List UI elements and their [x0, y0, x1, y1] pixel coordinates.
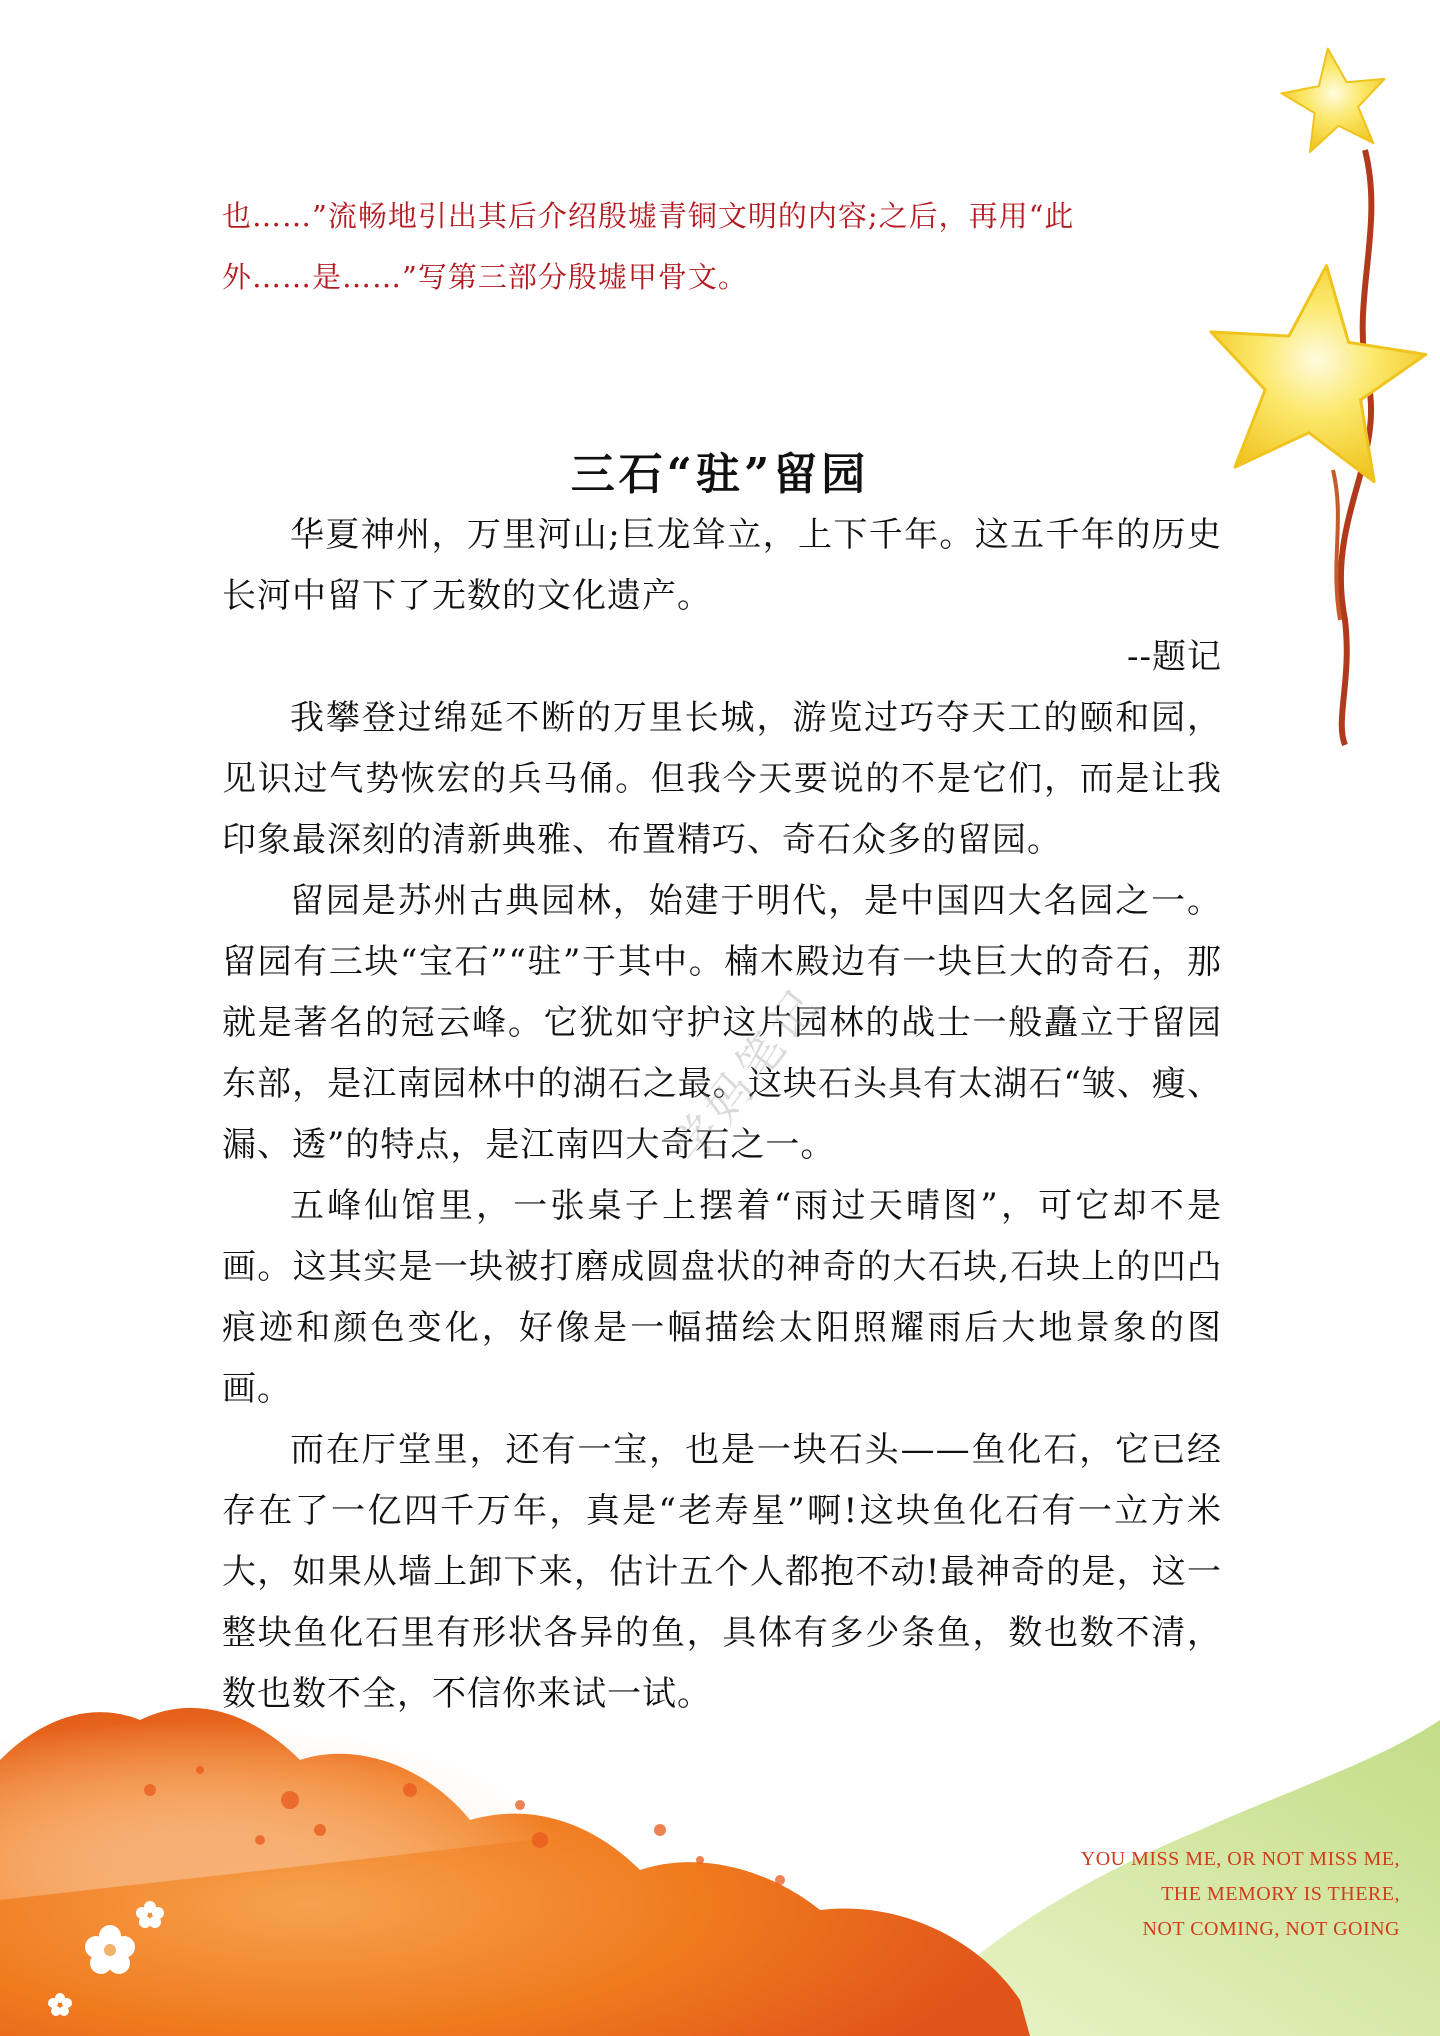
slogan-line: YOU MISS ME, OR NOT MISS ME,: [1080, 1848, 1400, 1870]
article-paragraph: 而在厅堂里，还有一宝，也是一块石头——鱼化石，它已经存在了一亿四千万年，真是“老寿星”啊!这块鱼化石有一立方米大，如果从墙上卸下来，估计五个人都抱不动!最神奇的是，这一整块鱼化石里有形状各异的鱼，具体有多少条鱼，数也数不清，数也数不全，不信你来试一试。: [222, 1430, 1222, 1714]
article-paragraph: 五峰仙馆里，一张桌子上摆着“雨过天晴图”，可它却不是画。这其实是一块被打磨成圆盘状的神奇的大石块,石块上的凹凸痕迹和颜色变化，好像是一幅描绘太阳照耀雨后大地景象的图画。: [222, 1186, 1222, 1409]
article-paragraph: 留园是苏州古典园林，始建于明代，是中国四大名园之一。留园有三块“宝石”“驻”于其中。楠木殿边有一块巨大的奇石，那就是著名的冠云峰。它犹如守护这片园林的战士一般矗立于留园东部，是江南园林中的湖石之最。这块石头具有太湖石“皱、瘦、漏、透”的特点，是江南四大奇石之一。: [222, 881, 1222, 1165]
slogan-line: THE MEMORY IS THERE,: [1161, 1883, 1400, 1905]
slogan: [1081, 1842, 1400, 1947]
note-line: 外……是……”写第三部分殷墟甲骨文。: [222, 260, 748, 294]
epigraph-signature: --题记: [1127, 637, 1222, 677]
epigraph: 华夏神州，万里河山;巨龙耸立，上下千年。这五千年的历史长河中留下了无数的文化遗产。: [222, 515, 1222, 616]
analysis-note: [222, 186, 1232, 308]
watermark: 学妈笔记: [661, 976, 832, 1174]
article-paragraph: 我攀登过绵延不断的万里长城，游览过巧夺天工的颐和园，见识过气势恢宏的兵马俑。但我今天要说的不是它们，而是让我印象最深刻的清新典雅、布置精巧、奇石众多的留园。: [222, 698, 1222, 860]
article-title: 三石“驻”留园: [570, 449, 870, 500]
note-line: 也……”流畅地引出其后介绍殷墟青铜文明的内容;之后，再用“此: [222, 199, 1075, 233]
slogan-line: NOT COMING, NOT GOING: [1142, 1918, 1400, 1940]
star-icon: [1276, 41, 1393, 155]
